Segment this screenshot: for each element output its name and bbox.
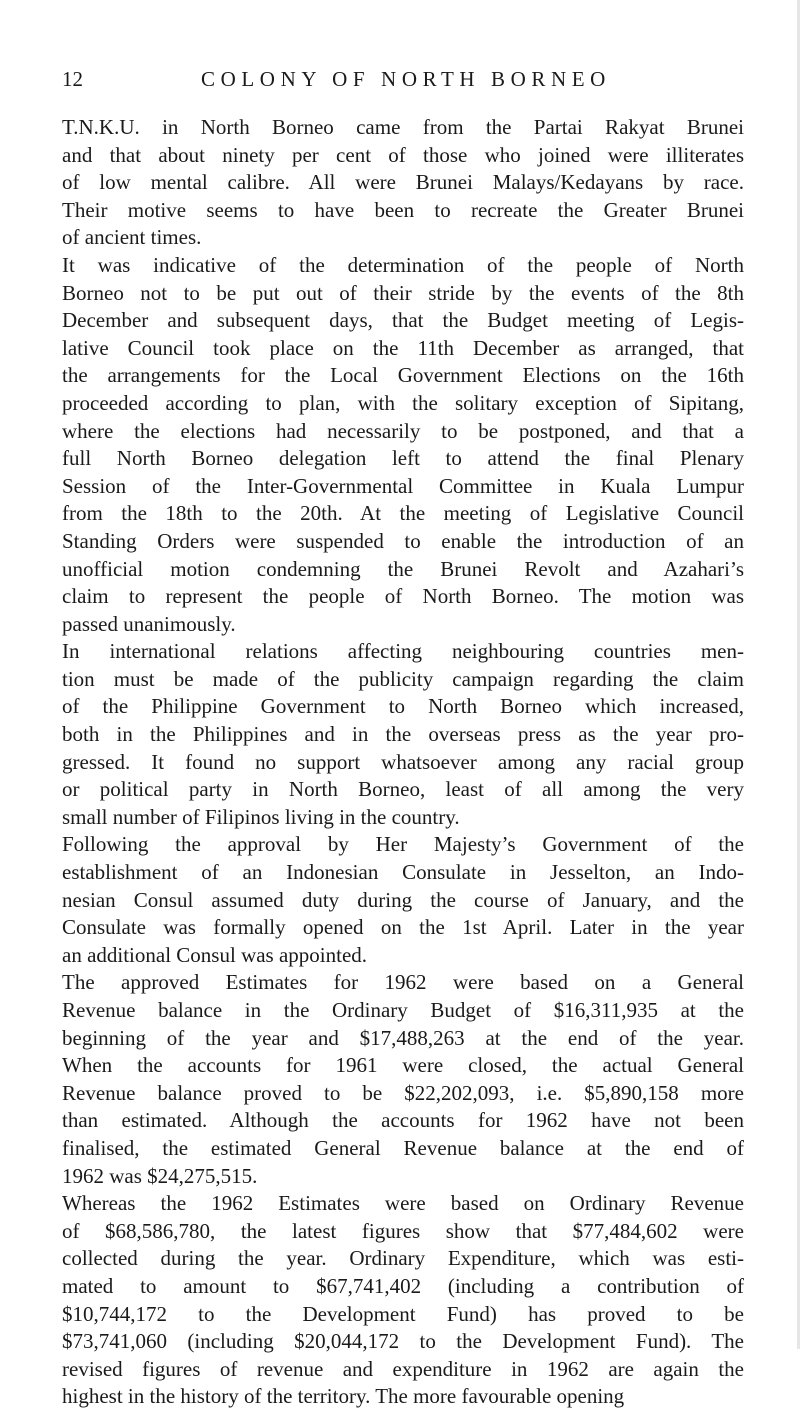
text-line: unofficial motion condemning the Brunei Revolt and Azahari’s	[62, 556, 744, 581]
text-line: Revenue balance proved to be $22,202,093, i.e. $5,890,158 more	[62, 1080, 744, 1105]
text-line: claim to represent the people of North Borneo. The motion was	[62, 584, 744, 609]
text-line: full North Borneo delegation left to attend the final Plenary	[62, 446, 744, 471]
text-line: passed unanimously.	[62, 611, 236, 636]
text-line: gressed. It found no support whatsoever among any racial group	[62, 749, 744, 774]
page-header	[62, 64, 742, 94]
text-line: or political party in North Borneo, least of all among the very	[62, 777, 744, 802]
text-line: revised figures of revenue and expenditure in 1962 are again the	[62, 1356, 744, 1381]
text-line: the arrangements for the Local Government Elections on the 16th	[62, 363, 744, 388]
text-line: small number of Filipinos living in the country.	[62, 804, 460, 829]
text-line: T.N.K.U. in North Borneo came from the Partai Rakyat Brunei	[62, 115, 744, 139]
text-line: December and subsequent days, that the Budget meeting of Legis-	[62, 308, 744, 333]
text-line: of low mental calibre. All were Brunei Malays/Kedayans by race.	[62, 170, 744, 195]
text-line: than estimated. Although the accounts for 1962 have not been	[62, 1108, 744, 1133]
running-head: COLONY OF NORTH BORNEO	[201, 67, 611, 91]
text-line: establishment of an Indonesian Consulate in Jesselton, an Indo-	[62, 860, 744, 885]
text-line: When the accounts for 1961 were closed, the actual General	[62, 1053, 744, 1078]
text-line: collected during the year. Ordinary Expenditure, which was esti-	[62, 1246, 744, 1271]
text-line: proceeded according to plan, with the solitary exception of Sipitang,	[62, 390, 744, 415]
text-line: from the 18th to the 20th. At the meeting of Legislative Council	[62, 501, 744, 526]
body-text	[62, 114, 744, 1411]
text-line: It was indicative of the determination of the people of North	[62, 252, 744, 277]
text-line: lative Council took place on the 11th December as arranged, that	[62, 335, 744, 360]
paragraph	[62, 831, 744, 969]
text-line: Their motive seems to have been to recreate the Greater Brunei	[62, 197, 744, 222]
text-line: beginning of the year and $17,488,263 at the end of the year.	[62, 1025, 744, 1050]
text-line: mated to amount to $67,741,402 (including a contribution of	[62, 1273, 744, 1298]
text-line: Consulate was formally opened on the 1st April. Later in the year	[62, 915, 744, 940]
text-line: Revenue balance in the Ordinary Budget of $16,311,935 at the	[62, 998, 744, 1022]
text-line: Whereas the 1962 Estimates were based on Ordinary Revenue	[62, 1191, 744, 1216]
page-number: 12	[62, 67, 83, 91]
text-line: nesian Consul assumed duty during the course of January, and the	[62, 887, 744, 912]
text-line: both in the Philippines and in the overseas press as the year pro-	[62, 722, 744, 747]
paragraph	[62, 114, 744, 252]
text-line: finalised, the estimated General Revenue balance at the end of	[62, 1135, 744, 1160]
text-line: Session of the Inter-Governmental Committee in Kuala Lumpur	[62, 473, 744, 498]
text-line: Following the approval by Her Majesty’s Government of the	[62, 832, 744, 857]
text-line: In international relations affecting neighbouring countries men-	[62, 639, 744, 664]
text-line: highest in the history of the territory. The more favourable opening	[62, 1384, 625, 1409]
text-line: $10,744,172 to the Development Fund) has proved to be	[62, 1301, 744, 1326]
text-line: of ancient times.	[62, 225, 202, 250]
text-line: where the elections had necessarily to be postponed, and that a	[62, 418, 744, 443]
text-line: of $68,586,780, the latest figures show that $77,484,602 were	[62, 1218, 744, 1243]
text-line: Borneo not to be put out of their stride by the events of the 8th	[62, 280, 744, 305]
text-line: and that about ninety per cent of those who joined were illiterates	[62, 142, 744, 167]
text-line: 1962 was $24,275,515.	[62, 1163, 258, 1188]
paragraph	[62, 969, 744, 1190]
paragraph	[62, 252, 744, 638]
text-line: tion must be made of the publicity campaign regarding the claim	[62, 666, 744, 691]
text-line: Standing Orders were suspended to enable the introduction of an	[62, 528, 744, 553]
paragraph	[62, 1190, 744, 1411]
text-line: of the Philippine Government to North Borneo which increased,	[62, 694, 744, 719]
text-line: $73,741,060 (including $20,044,172 to the Development Fund). The	[62, 1329, 744, 1354]
text-line: an additional Consul was appointed.	[62, 942, 368, 967]
text-line: The approved Estimates for 1962 were based on a General	[62, 970, 744, 995]
paragraph	[62, 638, 744, 831]
